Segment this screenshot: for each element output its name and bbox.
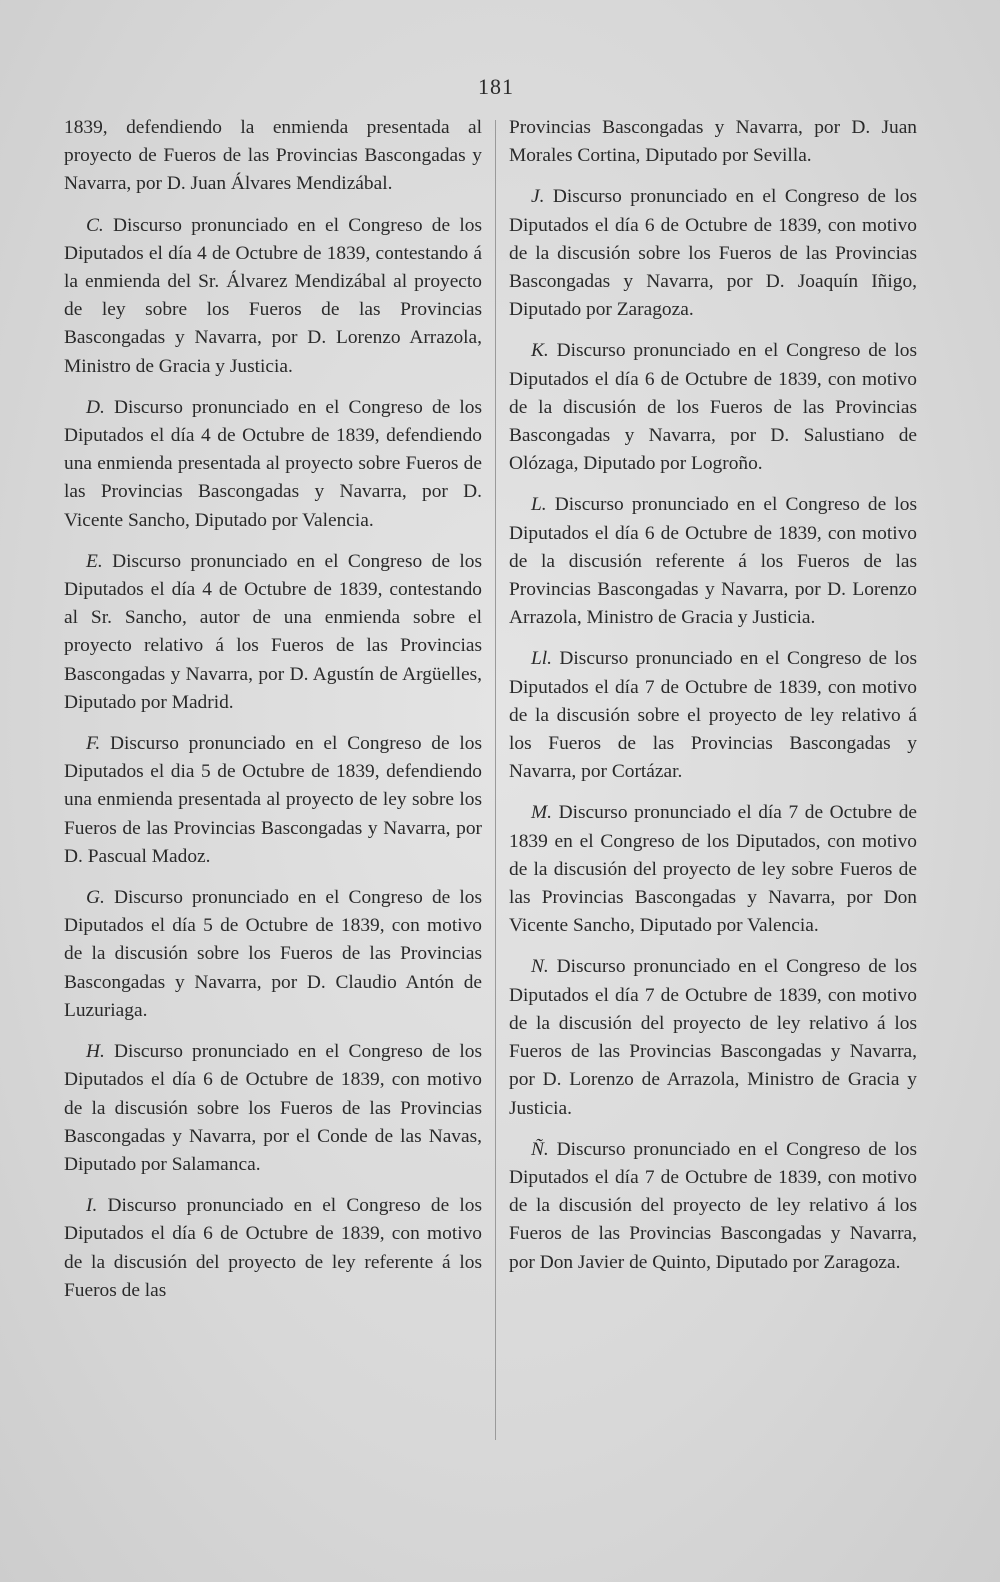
entry-n	[509, 953, 917, 1122]
entry-text: Discurso pronunciado en el Congreso de los Diputados el día 7 de Octubre de 1839, con motivo de la discusión sobre el proyecto de ley relativo á los Fueros de las Provincias Bascongadas y Navarra, por Cortázar.	[509, 648, 917, 783]
column-divider	[495, 120, 496, 1440]
left-column	[64, 114, 482, 1318]
entry-text: Discurso pronunciado en el Congreso de los Diputados el día 4 de Octubre de 1839, defendiendo una enmienda presentada al proyecto sobre Fueros de las Provincias Bascongadas y Navarra, por D. Vicente Sancho, Diputado por Valencia.	[64, 396, 482, 531]
entry-j	[509, 183, 917, 324]
entry-letter: F.	[86, 733, 101, 755]
entry-text: Discurso pronunciado en el Congreso de los Diputados el día 6 de Octubre de 1839, con motivo de la discusión sobre los Fueros de las Provincias Bascongadas y Navarra, por el Conde de las Navas, Diputado por Salamanca.	[64, 1041, 482, 1175]
entry-g	[64, 884, 482, 1025]
entry-text: Discurso pronunciado en el Congreso de los Diputados el día 6 de Octubre de 1839, con motivo de la discusión de los Fueros de las Provincias Bascongadas y Navarra, por D. Salustiano de Olózaga, Diputado por Logroño.	[509, 340, 917, 475]
entry-text: Discurso pronunciado en el Congreso de los Diputados el día 6 de Octubre de 1839, con motivo de la discusión referente á los Fueros de las Provincias Bascongadas y Navarra, por D. Lorenzo Arrazola, Ministro de Gracia y Justicia.	[509, 494, 917, 629]
entry-letter: Ll.	[531, 648, 553, 670]
entry-f	[64, 730, 482, 871]
entry-letter: G.	[86, 887, 105, 909]
entry-c	[64, 212, 482, 381]
entry-text: Discurso pronunciado en el Congreso de los Diputados el día 7 de Octubre de 1839, con motivo de la discusión del proyecto de ley relativo á los Fueros de las Provincias Bascongadas y Navarra, por Don Javier de Quinto, Diputado por Zaragoza.	[509, 1138, 917, 1273]
entry-h	[64, 1038, 482, 1179]
entry-d	[64, 394, 482, 535]
entry-letter: N.	[531, 956, 549, 978]
entry-letter: C.	[86, 214, 104, 236]
entry-letter: Ñ.	[531, 1138, 549, 1160]
right-column	[509, 114, 917, 1290]
entry-enye	[509, 1136, 917, 1277]
entry-text: Discurso pronunciado en el Congreso de los Diputados el día 6 de Octubre de 1839, con motivo de la discusión sobre los Fueros de las Provincias Bascongadas y Navarra, por D. Joaquín Iñigo, Diputado por Zaragoza.	[509, 186, 917, 321]
entry-letter: M.	[531, 802, 553, 824]
entry-text: Discurso pronunciado en el Congreso de los Diputados el día 6 de Octubre de 1839, con motivo de la discusión del proyecto de ley referente á los Fueros de las	[64, 1195, 482, 1301]
entry-text: Discurso pronunciado en el Congreso de los Diputados el día 4 de Octubre de 1839, contestando á la enmienda del Sr. Álvarez Mendizábal al proyecto de ley sobre los Fueros de las Provincias Bascongadas y Navarra, por D. Lorenzo Arrazola, Ministro de Gracia y Justicia.	[64, 214, 482, 377]
entry-i	[64, 1192, 482, 1305]
entry-text: Discurso pronunciado el día 7 de Octubre de 1839 en el Congreso de los Diputados, con motivo de la discusión del proyecto de ley sobre Fueros de las Provincias Bascongadas y Navarra, por Don Vicente Sancho, Diputado por Valencia.	[509, 802, 917, 937]
entry-text: Discurso pronunciado en el Congreso de los Diputados el día 5 de Octubre de 1839, con motivo de la discusión sobre los Fueros de las Provincias Bascongadas y Navarra, por D. Claudio Antón de Luzuriaga.	[64, 887, 482, 1021]
entry-letter: I.	[86, 1195, 98, 1217]
page-number: 181	[478, 74, 514, 99]
entry-letter: D.	[86, 396, 105, 418]
entry-text: Discurso pronunciado en el Congreso de los Diputados el dia 5 de Octubre de 1839, defendiendo una enmienda presentada al proyecto de ley sobre los Fueros de las Provincias Bascongadas y Navarra, por D. Pascual Madoz.	[64, 733, 482, 867]
entry-ll	[509, 645, 917, 786]
entry-letter: E.	[86, 550, 103, 572]
entry-letter: J.	[531, 186, 545, 208]
entry-text: Discurso pronunciado en el Congreso de los Diputados el día 4 de Octubre de 1839, contestando al Sr. Sancho, autor de una enmienda sobre el proyecto relativo á los Fueros de las Provincias Bascongadas y Navarra, por D. Agustín de Argüelles, Diputado por Madrid.	[64, 550, 482, 713]
entry-continuation	[64, 114, 482, 199]
entry-text: 1839, defendiendo la enmienda presentada al proyecto de Fueros de las Provincias Bascongadas y Navarra, por D. Juan Álvares Mendizábal.	[64, 117, 482, 195]
entry-l	[509, 491, 917, 632]
entry-letter: H.	[86, 1041, 105, 1063]
entry-letter: L.	[531, 494, 547, 516]
entry-continuation	[509, 114, 917, 170]
entry-text: Discurso pronunciado en el Congreso de los Diputados el día 7 de Octubre de 1839, con motivo de la discusión del proyecto de ley relativo á los Fueros de las Provincias Bascongadas y Navarra, por D. Lorenzo de Arrazola, Ministro de Gracia y Justicia.	[509, 956, 917, 1119]
entry-letter: K.	[531, 340, 549, 362]
entry-k	[509, 337, 917, 478]
entry-e	[64, 548, 482, 717]
entry-m	[509, 799, 917, 940]
entry-text: Provincias Bascongadas y Navarra, por D. Juan Morales Cortina, Diputado por Sevilla.	[509, 117, 917, 167]
